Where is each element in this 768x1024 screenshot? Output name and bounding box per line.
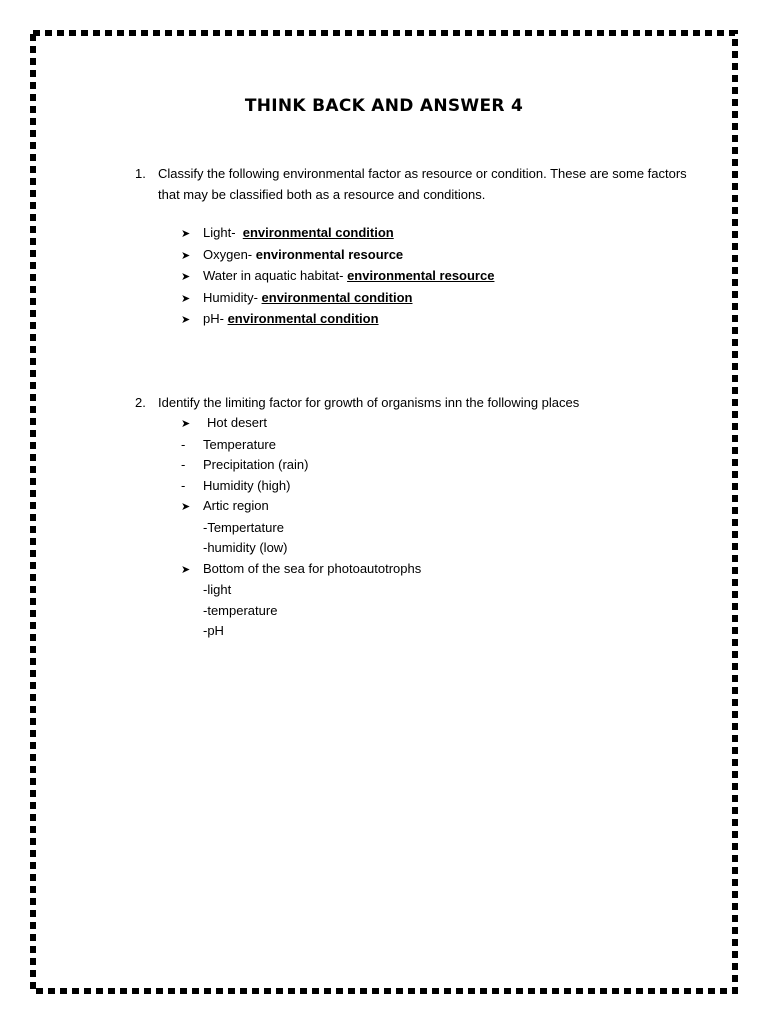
item-answer: environmental resource (255, 246, 404, 262)
question-number: 2. (135, 394, 146, 410)
question-number: 1. (135, 166, 146, 181)
factor-item (181, 455, 695, 476)
dash-bullet: - (181, 436, 186, 452)
worksheet-content (135, 164, 695, 642)
places-list (181, 413, 695, 642)
factor-text: Precipitation (rain) (203, 457, 309, 472)
item-label: Humidity- (203, 289, 258, 305)
item-label: Water in aquatic habitat- (203, 268, 344, 283)
factor-text: Humidity (high) (203, 477, 291, 493)
factor-text: -temperature (203, 602, 278, 618)
question-text: Identify the limiting factor for growth of organisms inn the following places (158, 394, 580, 410)
list-item (181, 245, 695, 267)
item-label: Light- (203, 225, 236, 240)
factor-text: Temperature (203, 436, 276, 452)
item-answer: environmental condition (242, 225, 394, 240)
item-label: Oxygen- (203, 246, 253, 262)
place-item (181, 413, 695, 435)
arrowhead-bullet-icon: ➤ (181, 228, 191, 240)
item-answer: environmental resource (347, 268, 495, 283)
list-item (181, 266, 695, 288)
place-item (181, 559, 695, 581)
factor-text: -pH (203, 623, 224, 638)
place-item (181, 496, 695, 518)
question-2 (135, 393, 695, 414)
factor-item (181, 476, 695, 497)
dash-bullet: - (181, 457, 186, 472)
dash-bullet: - (181, 477, 186, 493)
place-name: Artic region (203, 498, 269, 513)
question-text: Classify the following environmental factor as resource or condition. These are some factors that may be classified both as a resource and conditions. (158, 166, 687, 202)
arrowhead-bullet-icon: ➤ (181, 249, 191, 262)
question-1 (135, 164, 695, 205)
arrowhead-bullet-icon: ➤ (181, 563, 191, 576)
factor-text: -light (203, 582, 232, 597)
factor-text: -humidity (low) (203, 540, 288, 555)
factor-text: -Tempertature (203, 519, 284, 535)
page-title: THINK BACK AND ANSWER 4 (244, 96, 524, 116)
arrowhead-bullet-icon: ➤ (181, 418, 191, 430)
list-item (181, 309, 695, 331)
classification-list (181, 223, 695, 331)
place-name: Hot desert (207, 415, 267, 430)
item-answer: environmental condition (261, 289, 413, 305)
item-answer: environmental condition (227, 311, 379, 326)
arrowhead-bullet-icon: ➤ (181, 501, 191, 513)
arrowhead-bullet-icon: ➤ (181, 292, 191, 305)
item-label: pH- (203, 311, 224, 326)
list-item (181, 288, 695, 310)
place-name: Bottom of the sea for photoautotrophs (203, 560, 422, 576)
factor-item (181, 435, 695, 456)
arrowhead-bullet-icon: ➤ (181, 314, 191, 326)
arrowhead-bullet-icon: ➤ (181, 271, 191, 283)
list-item (181, 223, 695, 245)
